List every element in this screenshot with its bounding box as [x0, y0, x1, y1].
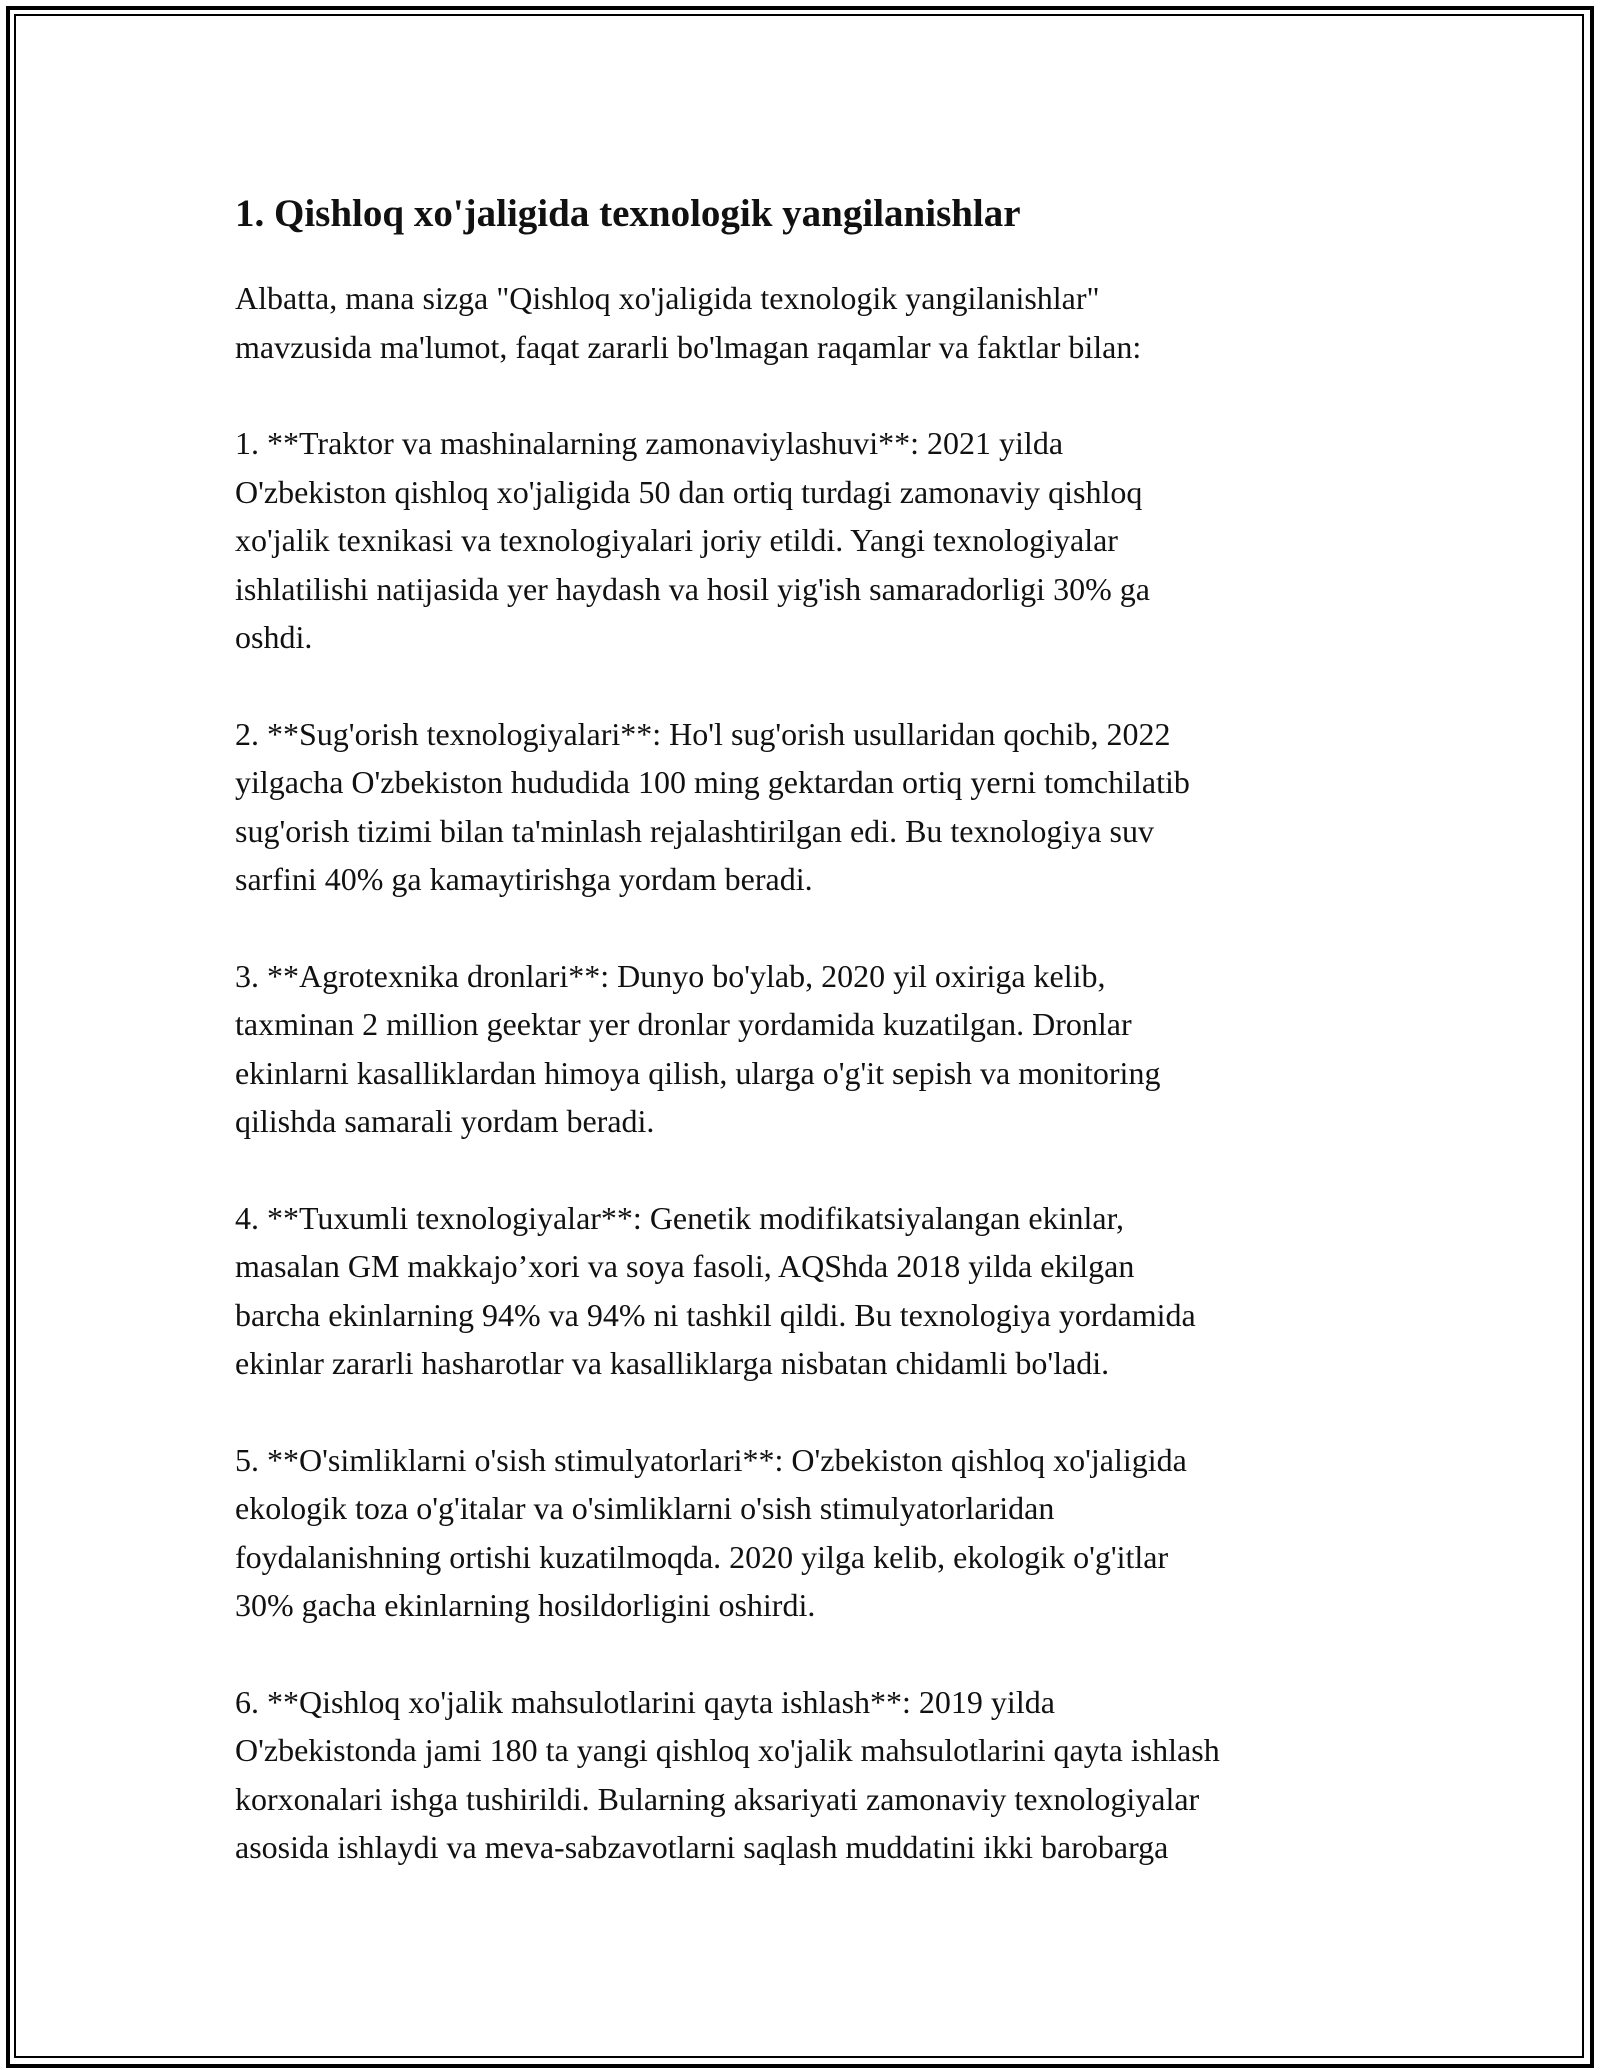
list-item-3: 3. **Agrotexnika dronlari**: Dunyo bo'ylab, 2020 yil oxiriga kelib, taxminan 2 million geektar yer dronlar yordamida kuzatilgan. Dronlar ekinlarni kasalliklardan himoya qilish, ularga o'g'it sepish va monitoring qilishda samarali yordam beradi.: [235, 957, 1161, 1139]
intro-paragraph: Albatta, mana sizga "Qishloq xo'jaligida texnologik yangilanishlar" mavzusida ma'lumot, faqat zararli bo'lmagan raqamlar va faktlar bilan:: [235, 280, 1142, 365]
list-item-1: 1. **Traktor va mashinalarning zamonaviylashuvi**: 2021 yilda O'zbekiston qishloq xo'jaligida 50 dan ortiq turdagi zamonaviy qishloq xo'jalik texnikasi va texnologiyalari joriy etildi. Yangi texnologiyalar ishlatilishi natijasida yer haydash va hosil yig'ish samaradorligi 30% ga oshdi.: [235, 425, 1150, 655]
list-item-4: 4. **Tuxumli texnologiyalar**: Genetik modifikatsiyalangan ekinlar, masalan GM makkajo’xori va soya fasoli, AQShda 2018 yilda ekilgan barcha ekinlarning 94% va 94% ni tashkil qildi. Bu texnologiya yordamida ekinlar zararli hasharotlar va kasalliklarga nisbatan chidamli bo'ladi.: [235, 1199, 1196, 1381]
document-body: [235, 188, 1400, 1920]
document-heading: 1. Qishloq xo'jaligida texnologik yangilanishlar: [235, 192, 1021, 235]
list-item-2: 2. **Sug'orish texnologiyalari**: Ho'l sug'orish usullaridan qochib, 2022 yilgacha O'zbekiston hududida 100 ming gektardan ortiq yerni tomchilatib sug'orish tizimi bilan ta'minlash rejalashtirilgan edi. Bu texnologiya suv sarfini 40% ga kamaytirishga yordam beradi.: [235, 715, 1190, 897]
list-item-5: 5. **O'simliklarni o'sish stimulyatorlari**: O'zbekiston qishloq xo'jaligida ekologik toza o'g'italar va o'simliklarni o'sish stimulyatorlaridan foydalanishning ortishi kuzatilmoqda. 2020 yilga kelib, ekologik o'g'itlar 30% gacha ekinlarning hosildorligini oshirdi.: [235, 1441, 1187, 1623]
list-item-6: 6. **Qishloq xo'jalik mahsulotlarini qayta ishlash**: 2019 yilda O'zbekistonda jami 180 ta yangi qishloq xo'jalik mahsulotlarini qayta ishlash korxonalari ishga tushirildi. Bularning aksariyati zamonaviy texnologiyalar asosida ishlaydi va meva-sabzavotlarni saqlash muddatini ikki barobarga: [235, 1683, 1220, 1865]
